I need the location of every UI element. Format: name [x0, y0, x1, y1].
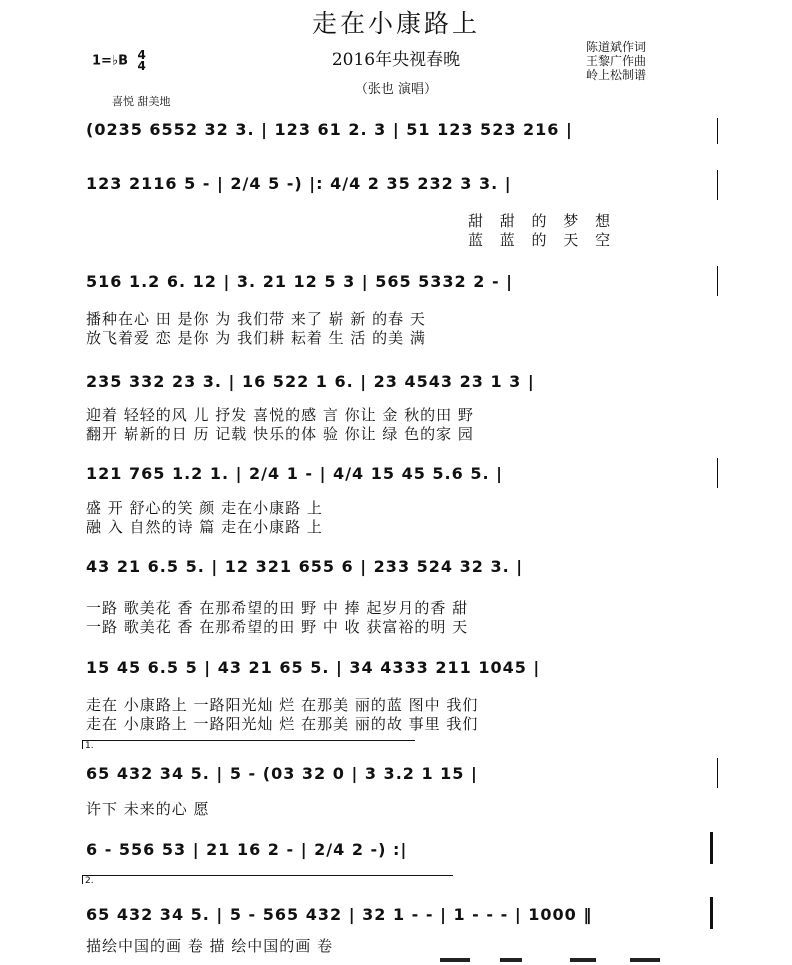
notes-row: 65 432 34 5. | 5 - (03 32 0 | 3 3.2 1 15 |	[86, 764, 478, 783]
lyric-verse-1: 迎着 轻轻的风 儿 抒发 喜悦的感 言 你让 金 秋的田 野	[86, 406, 474, 424]
lyric-verse-2: 放飞着爱 恋 是你 为 我们耕 耘着 生 活 的美 满	[86, 329, 426, 347]
lyric-verse-2: 融 入 自然的诗 篇 走在小康路 上	[86, 518, 323, 536]
repeat-end-barline	[710, 832, 713, 864]
volta-first-ending	[82, 740, 415, 749]
notes-row: 516 1.2 6. 12 | 3. 21 12 5 3 | 565 5332 2 - |	[86, 272, 514, 291]
barline	[717, 170, 718, 200]
barline	[717, 458, 718, 488]
composer-credit: 王黎广作曲	[586, 54, 647, 68]
author-credits	[586, 40, 646, 82]
barline	[717, 118, 718, 144]
transcriber-credit: 岭上松制谱	[586, 68, 647, 82]
time-top: 4	[137, 48, 146, 62]
staff-line-2	[0, 170, 792, 250]
lyric-verse-2: 翻开 崭新的日 历 记载 快乐的体 验 你让 绿 色的家 园	[86, 425, 474, 443]
notes-row: 65 432 34 5. | 5 - 565 432 | 32 1 - - | 1 - - - | 1000 ‖	[86, 905, 593, 924]
lyric-verse-2: 蓝 蓝 的 天 空	[468, 231, 617, 249]
staff-line-4	[0, 360, 792, 442]
notes-row: 15 45 6.5 5 | 43 21 65 5. | 34 4333 211 1045 |	[86, 658, 541, 677]
expression-mark: 喜悦 甜美地	[112, 95, 171, 108]
lyric-verse-1: 一路 歌美花 香 在那希望的田 野 中 捧 起岁月的香 甜	[86, 599, 469, 617]
barline	[717, 758, 718, 788]
song-title: 走在小康路上	[311, 9, 480, 38]
staff-line-8	[0, 740, 792, 820]
lyric-verse-1: 描绘中国的画 卷 描 绘中国的画 卷	[86, 937, 334, 955]
staff-line-9	[0, 828, 792, 868]
notes-row: 123 2116 5 - | 2/4 5 -) |: 4/4 2 35 232 3 3. |	[86, 174, 512, 193]
staff-line-6	[0, 545, 792, 635]
volta-label: 1.	[85, 741, 94, 751]
barline	[717, 266, 718, 296]
lyric-verse-2: 一路 歌美花 香 在那希望的田 野 中 收 获富裕的明 天	[86, 618, 469, 636]
lyric-verse-1: 甜 甜 的 梦 想	[468, 212, 617, 230]
notes-row: 6 - 556 53 | 21 16 2 - | 2/4 2 -) :|	[86, 840, 408, 859]
staff-line-7	[0, 648, 792, 733]
key-signature	[92, 50, 146, 72]
lyric-verse-1: 盛 开 舒心的笑 颜 走在小康路 上	[86, 499, 323, 517]
lyricist-credit: 陈道斌作词	[586, 40, 647, 54]
lyric-verse-1: 走在 小康路上 一路阳光灿 烂 在那美 丽的蓝 图中 我们	[86, 696, 479, 714]
notes-row: 235 332 23 3. | 16 522 1 6. | 23 4543 23 1 3 |	[86, 372, 535, 391]
singer-credit: （张也 演唱）	[354, 82, 438, 97]
lyric-verse-1: 许下 未来的心 愿	[86, 800, 210, 818]
time-bottom: 4	[137, 59, 146, 73]
volta-label: 2.	[85, 876, 94, 886]
notes-row: (0235 6552 32 3. | 123 61 2. 3 | 51 123 523 216 |	[86, 120, 573, 139]
key-label: 1=♭B	[92, 53, 128, 69]
volta-second-ending	[82, 875, 453, 884]
lyric-verse-2: 走在 小康路上 一路阳光灿 烂 在那美 丽的故 事里 我们	[86, 715, 479, 733]
staff-line-1	[0, 118, 792, 148]
final-barline	[710, 897, 713, 929]
staff-line-10	[0, 875, 792, 955]
song-subtitle: 2016年央视春晚	[331, 50, 461, 70]
notes-row: 43 21 6.5 5. | 12 321 655 6 | 233 524 32 3. |	[86, 557, 524, 576]
staff-line-3	[0, 266, 792, 346]
cropped-text-fragment	[430, 950, 680, 965]
lyric-verse-1: 播种在心 田 是你 为 我们带 来了 崭 新 的春 天	[86, 310, 426, 328]
notes-row: 121 765 1.2 1. | 2/4 1 - | 4/4 15 45 5.6 5. |	[86, 464, 503, 483]
time-signature	[138, 50, 146, 72]
staff-line-5	[0, 452, 792, 534]
